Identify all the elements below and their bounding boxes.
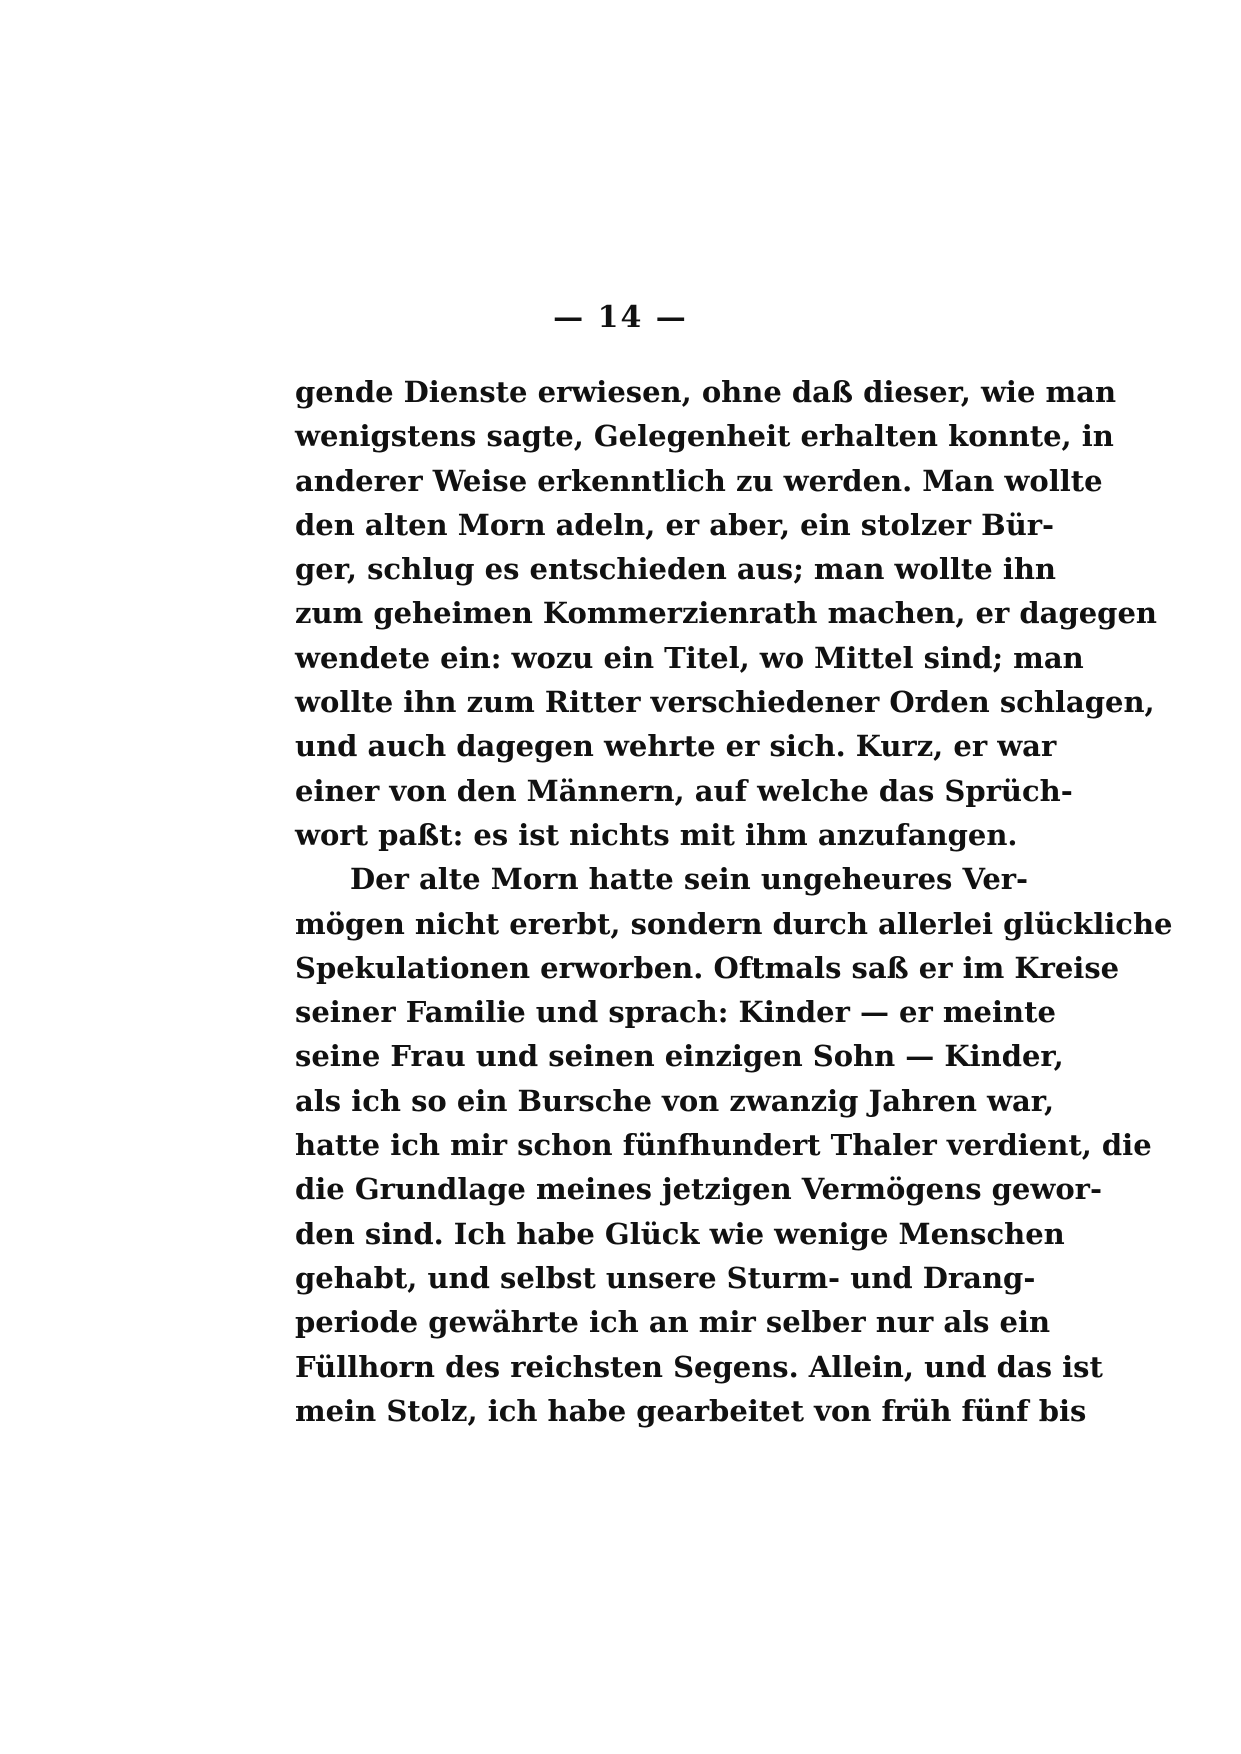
text-line: wort paßt: es ist nichts mit ihm anzufangen. — [295, 817, 1018, 852]
text-line: zum geheimen Kommerzienrath machen, er dagegen — [295, 596, 1157, 631]
text-line: Spekulationen erworben. Oftmals saß er im Kreise — [295, 950, 1120, 985]
text-line: mein Stolz, ich habe gearbeitet von früh fünf bis — [295, 1393, 1087, 1428]
paragraph-start-line: Der alte Morn hatte sein ungeheures Ver- — [350, 862, 1029, 897]
text-line: seine Frau und seinen einzigen Sohn — Kinder, — [295, 1039, 1064, 1074]
text-line: gende Dienste erwiesen, ohne daß dieser, wie man — [295, 375, 1117, 409]
body-text — [295, 370, 1173, 1433]
page-number: — 14 — — [553, 300, 688, 335]
text-line: wenigstens sagte, Gelegenheit erhalten konnte, in — [295, 419, 1114, 454]
text-line: wollte ihn zum Ritter verschiedener Orden schlagen, — [295, 685, 1155, 720]
text-line: den alten Morn adeln, er aber, ein stolzer Bür- — [295, 507, 1055, 542]
text-line: einer von den Männern, auf welche das Sprüch- — [295, 773, 1073, 808]
text-line: und auch dagegen wehrte er sich. Kurz, er war — [295, 729, 1057, 764]
text-line: die Grundlage meines jetzigen Vermögens gewor- — [295, 1172, 1102, 1207]
text-line: gehabt, und selbst unsere Sturm- und Drang- — [295, 1260, 1036, 1295]
text-line: hatte ich mir schon fünfhundert Thaler verdient, die — [295, 1128, 1152, 1163]
text-line: mögen nicht ererbt, sondern durch allerlei glückliche — [295, 906, 1173, 941]
text-line: periode gewährte ich an mir selber nur als ein — [295, 1305, 1051, 1340]
text-line: ger, schlug es entschieden aus; man wollte ihn — [295, 552, 1057, 587]
text-line: Füllhorn des reichsten Segens. Allein, und das ist — [295, 1349, 1103, 1384]
text-line: den sind. Ich habe Glück wie wenige Menschen — [295, 1216, 1065, 1251]
text-line: seiner Familie und sprach: Kinder — er meinte — [295, 995, 1056, 1030]
text-line: wendete ein: wozu ein Titel, wo Mittel sind; man — [295, 640, 1084, 675]
text-line: als ich so ein Bursche von zwanzig Jahren war, — [295, 1083, 1055, 1118]
text-line: anderer Weise erkenntlich zu werden. Man wollte — [295, 463, 1103, 498]
